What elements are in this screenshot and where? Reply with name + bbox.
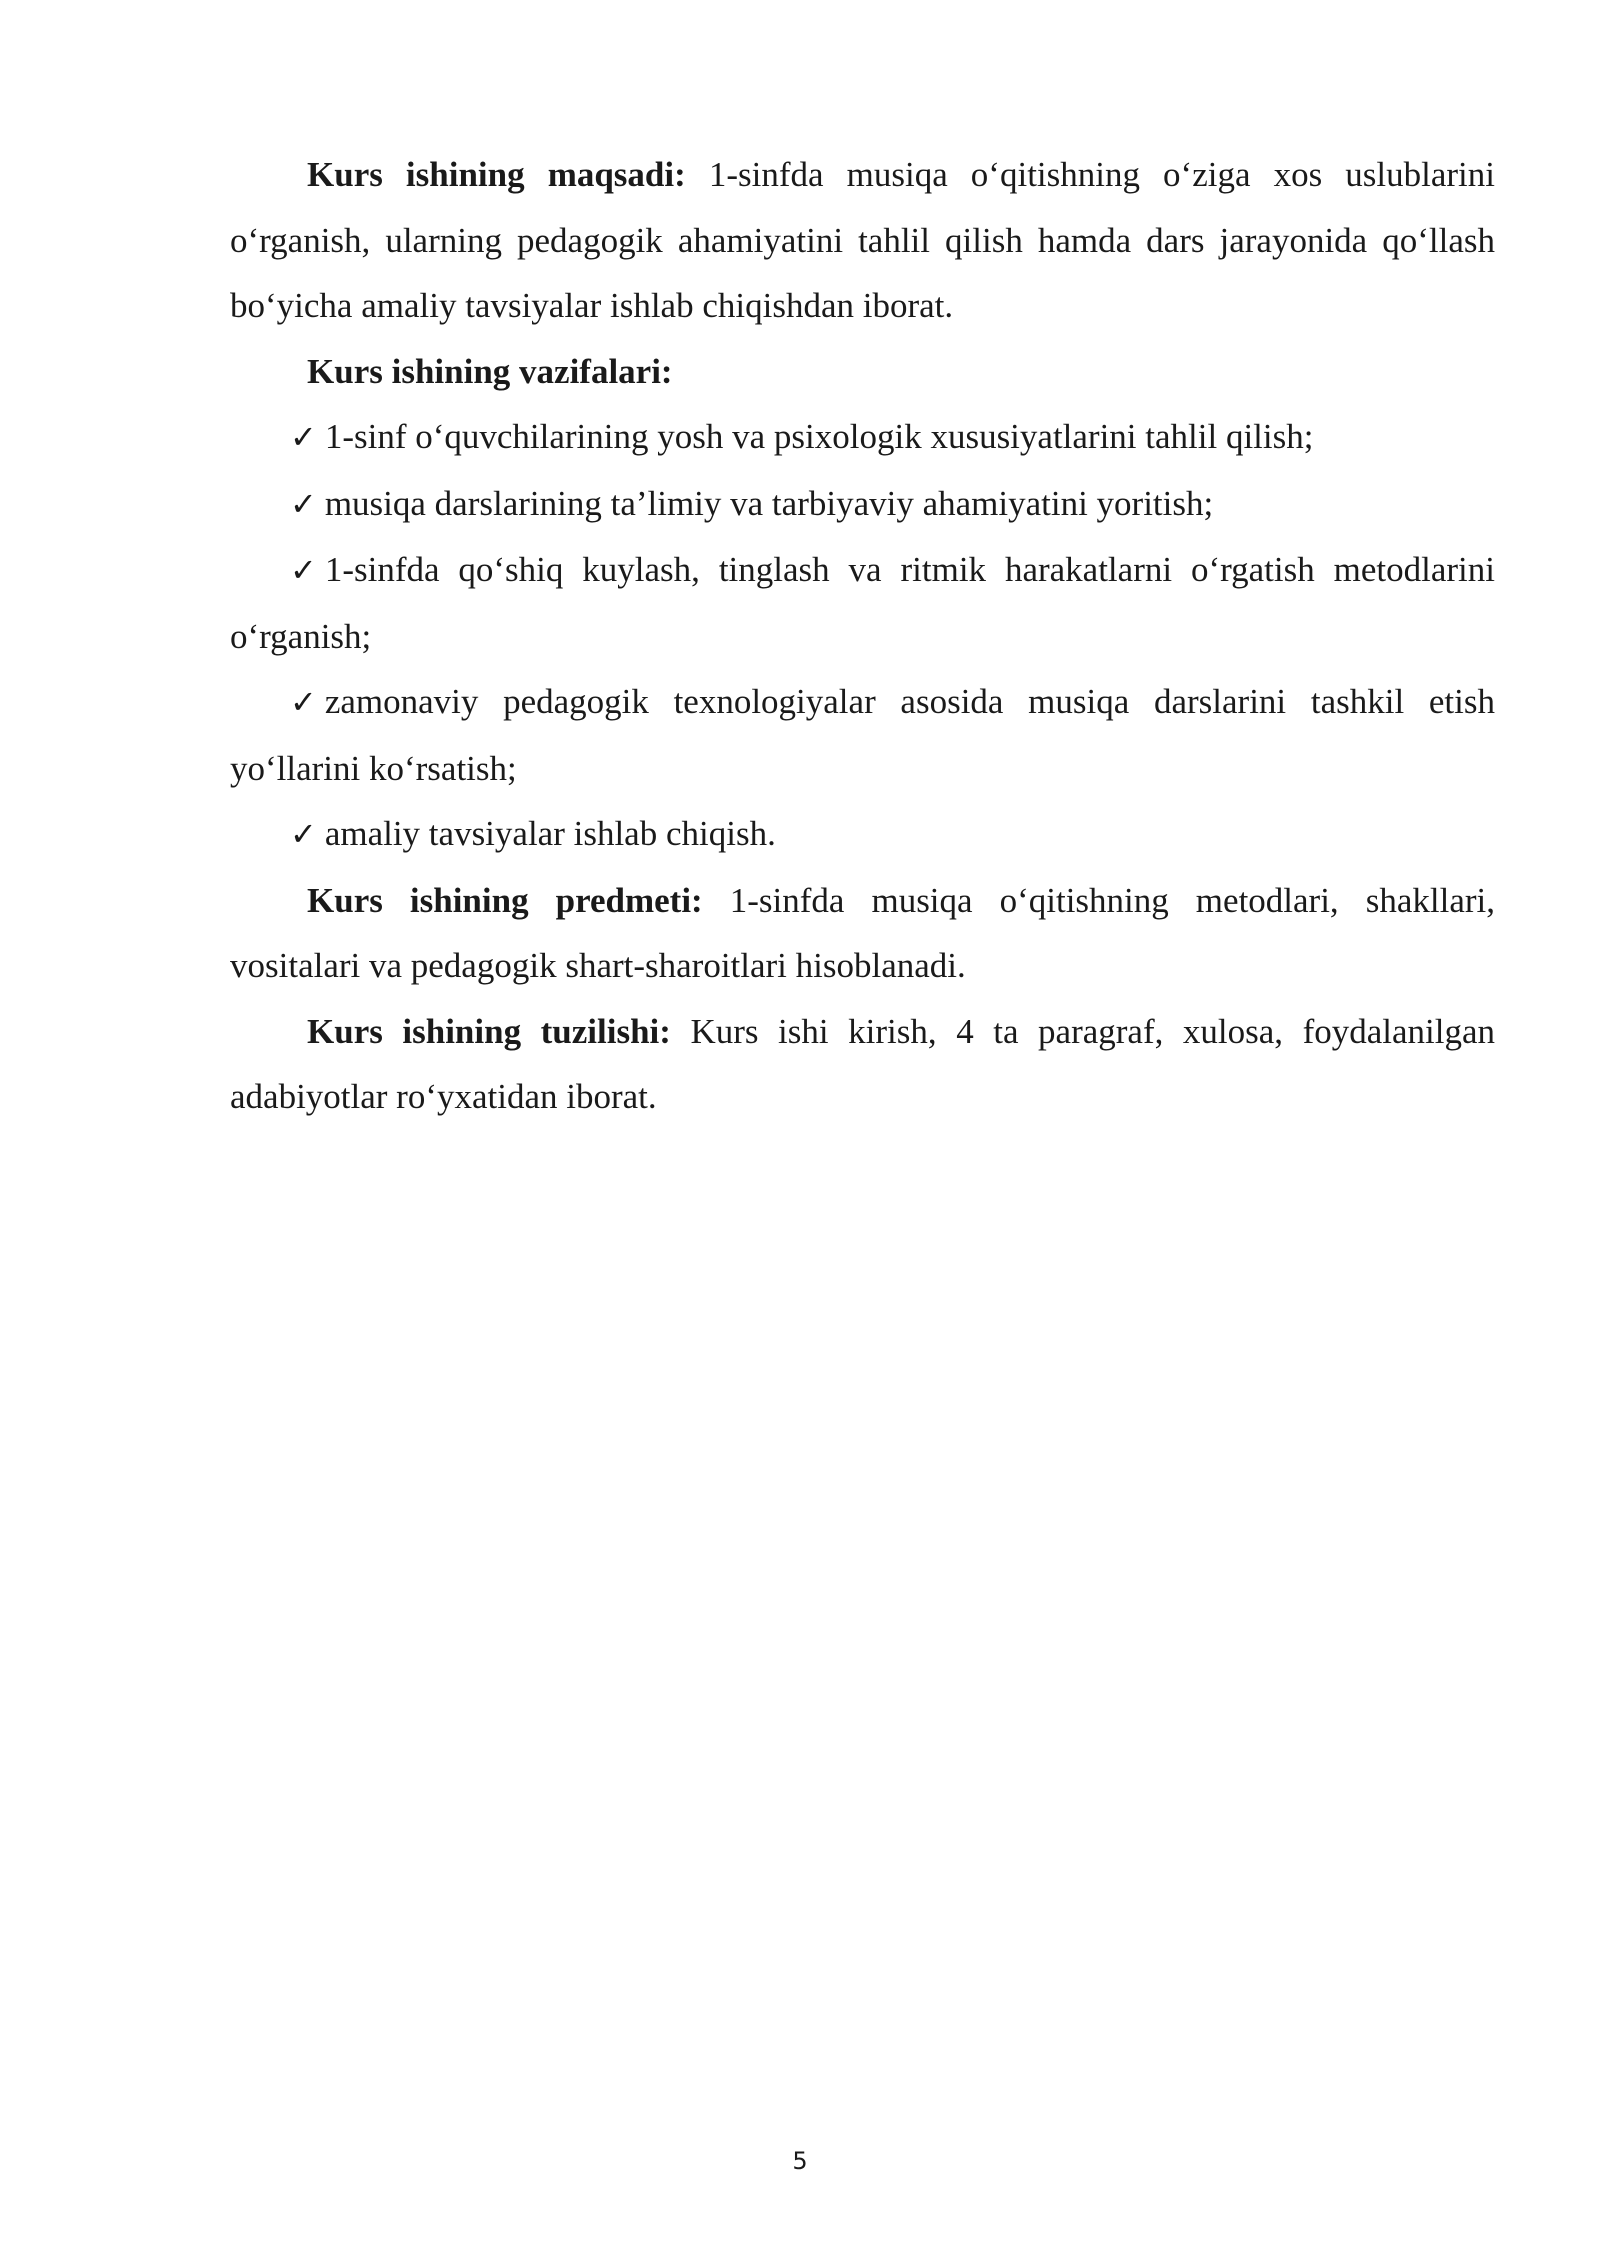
list-item (230, 537, 1495, 669)
checkmark-icon: ✓ (290, 683, 317, 721)
checkmark-icon: ✓ (290, 815, 317, 853)
predmeti-heading: Kurs ishining predmeti: (307, 880, 703, 920)
paragraph-predmeti (230, 868, 1495, 999)
page-content (230, 142, 1495, 1130)
tuzilishi-heading: Kurs ishining tuzilishi: (307, 1011, 671, 1051)
vazifalari-heading: Kurs ishining vazifalari: (307, 351, 673, 391)
list-item-text: 1-sinfda qo‘shiq kuylash, tinglash va ritmik harakatlarni o‘rgatish metodlarini o‘rganish; (230, 550, 1495, 656)
list-item-text: zamonaviy pedagogik texnologiyalar asosida musiqa darslarini tashkil etish yo‘llarini ko‘rsatish; (230, 682, 1495, 788)
list-item-text: amaliy tavsiyalar ishlab chiqish. (324, 814, 776, 853)
list-item-text: musiqa darslarining ta’limiy va tarbiyaviy ahamiyatini yoritish; (324, 483, 1214, 523)
checkmark-icon: ✓ (290, 484, 317, 523)
predmeti-text: 1-sinfda musiqa o‘qitishning metodlari, shakllari, vositalari va pedagogik shart-sharoitlari hisoblanadi. (230, 880, 1495, 985)
maqsadi-heading: Kurs ishining maqsadi: (307, 155, 686, 194)
list-item (230, 801, 1495, 868)
list-item (230, 471, 1495, 538)
maqsadi-text: 1-sinfda musiqa o‘qitishning o‘ziga xos uslublarini o‘rganish, ularning pedagogik ahamiyatini tahlil qilish hamda dars jarayonida qo‘llash bo‘yicha amaliy tavsiyalar ishlab chiqishdan iborat. (230, 155, 1495, 325)
checkmark-icon: ✓ (290, 551, 317, 589)
tuzilishi-text: Kurs ishi kirish, 4 ta paragraf, xulosa, foydalanilgan adabiyotlar ro‘yxatidan iborat. (230, 1011, 1496, 1116)
page-number: 5 (792, 2147, 808, 2175)
paragraph-maqsadi (230, 142, 1495, 339)
list-item-text: 1-sinf o‘quvchilarining yosh va psixologik xususiyatlarini tahlil qilish; (324, 417, 1314, 456)
paragraph-tuzilishi (230, 999, 1495, 1130)
list-item (230, 404, 1495, 471)
paragraph-vazifalari (230, 339, 1495, 405)
checkmark-icon: ✓ (290, 418, 317, 456)
list-item (230, 669, 1495, 801)
